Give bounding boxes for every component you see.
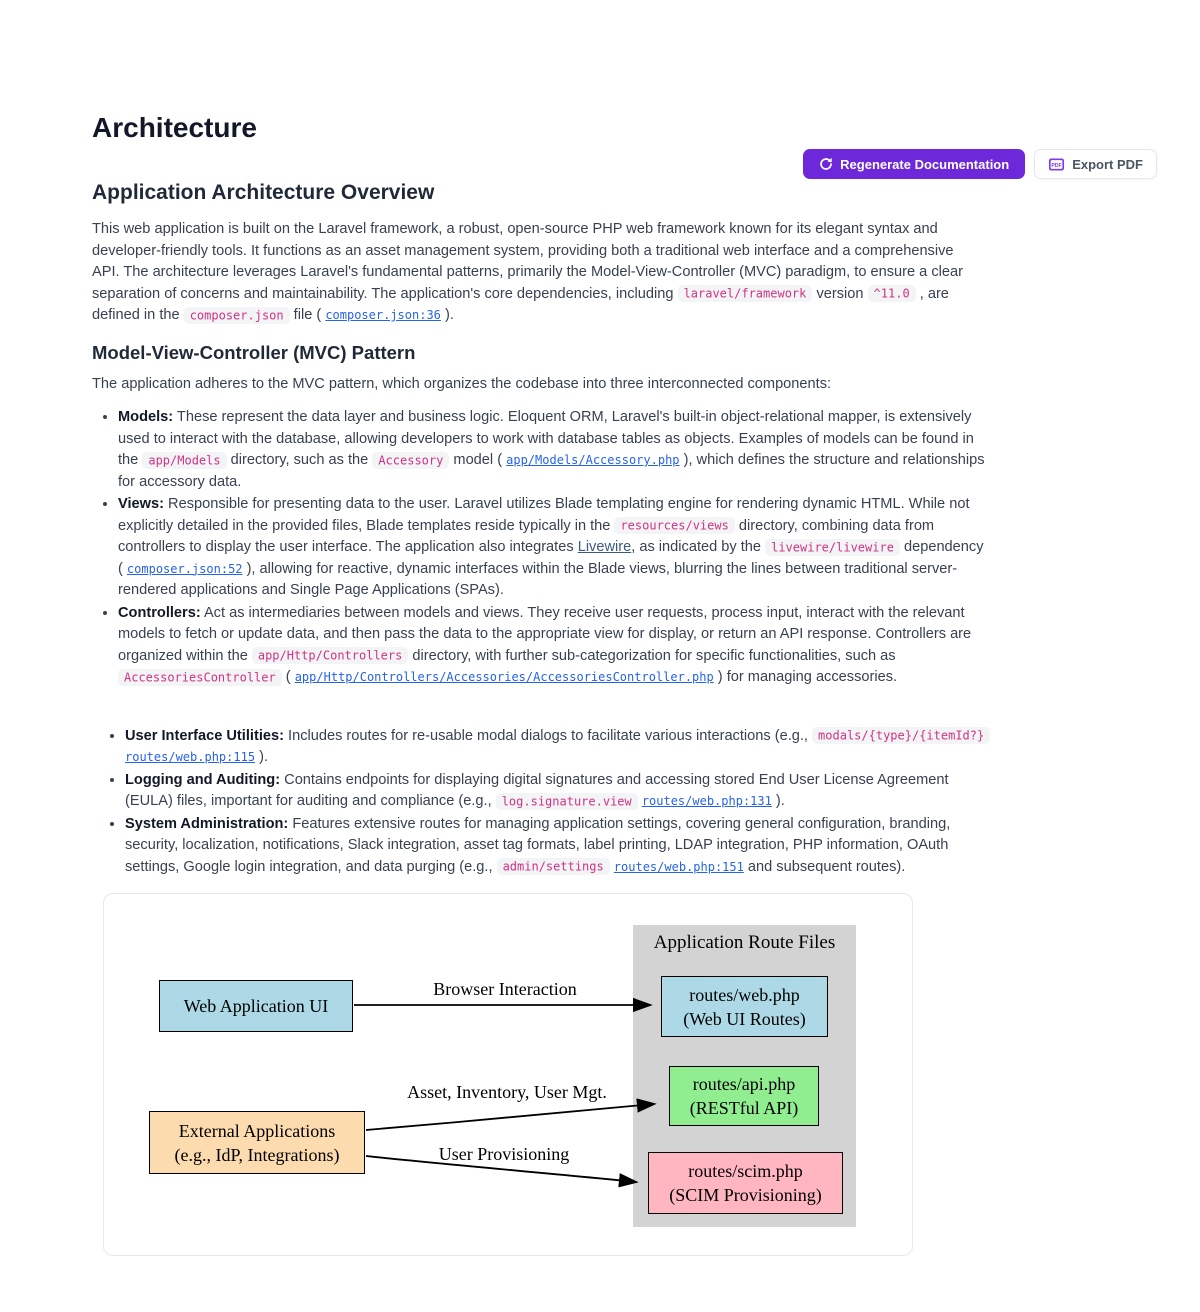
text-run: ), which defines the structure and relationships for accessory data. [118, 452, 985, 490]
node-label: routes/api.php [692, 1074, 796, 1094]
bold-label: System Administration: [125, 815, 289, 832]
node-routes-api-php [669, 1066, 819, 1126]
export-pdf-button[interactable] [1034, 149, 1157, 179]
edge-label-asset-inventory-user-mgt: Asset, Inventory, User Mgt. [407, 1082, 607, 1102]
text-run: and subsequent routes). [743, 858, 906, 875]
list-item-logging-auditing [125, 770, 993, 813]
inline-code-link[interactable]: composer.json:52 [126, 561, 243, 576]
inline-code-link[interactable]: routes/web.php:131 [641, 794, 772, 808]
text-run: ). [255, 749, 269, 765]
text-run: ). [771, 793, 785, 809]
inline-link[interactable]: Livewire [577, 539, 632, 555]
node-label: External Applications [178, 1120, 336, 1141]
list-item-ui-utilities [125, 726, 993, 769]
text-run: directory, such as the [226, 452, 373, 468]
inline-code: app/Http/Controllers [252, 647, 409, 664]
inline-code-link[interactable]: routes/web.php:115 [125, 750, 256, 764]
inline-code-link[interactable]: app/Http/Controllers/Accessories/AccessoriesController.php [294, 670, 714, 684]
inline-code: composer.json [184, 307, 290, 324]
pdf-file-icon [1048, 157, 1065, 172]
bold-label: Views: [118, 496, 164, 512]
node-label: Web Application UI [183, 996, 329, 1016]
list-item-system-administration [125, 814, 993, 879]
inline-code: Accessory [372, 452, 449, 469]
inline-code: livewire/livewire [765, 539, 900, 556]
cluster-label: Application Route Files [653, 932, 836, 953]
bold-label: Models: [118, 409, 174, 425]
page-title: Architecture [92, 112, 257, 143]
text-run: These represent the data layer and business logic. Eloquent ORM, Laravel's built-in object-relational mapper, is extensively used to interact with the database, allowing developers to work with database tables as objects. Examples of models can be found in the [118, 409, 974, 468]
node-label: (e.g., IdP, Integrations) [174, 1144, 340, 1165]
svg-text:PDF: PDF [1051, 162, 1062, 169]
node-web-application-ui [159, 980, 353, 1032]
edge-asset-inventory-user-mgt [366, 1104, 654, 1130]
inline-code-link[interactable]: composer.json:36 [325, 308, 441, 322]
inline-code: resources/views [614, 517, 734, 534]
node-external-applications [149, 1111, 365, 1174]
text-run: directory, combining data from controllers to display the user interface. The application also integrates [118, 517, 935, 555]
text-run: ) for managing accessories. [713, 669, 898, 685]
text-run: , as indicated by the [631, 539, 766, 555]
document-body [0, 112, 1200, 1256]
text-run: ), allowing for reactive, dynamic interfaces within the Blade views, blurring the lines between traditional server-rendered applications and Single Page Applications (SPAs). [118, 560, 958, 598]
edge-label-user-provisioning: User Provisioning [438, 1144, 570, 1164]
inline-code: log.signature.view [496, 793, 638, 810]
inline-code-link[interactable]: routes/web.php:151 [613, 859, 744, 874]
mvc-intro: The application adheres to the MVC pattern, which organizes the codebase into three interconnected components: [92, 375, 832, 392]
inline-code: app/Models [142, 452, 226, 469]
inline-code: admin/settings [497, 858, 610, 875]
node-label: (Web UI Routes) [683, 1008, 806, 1029]
text-run: Features extensive routes for managing application settings, covering general configuration, branding, security, localization, notifications, Slack integration, asset tag formats, label printing, LDAP integration, PHP information, OAuth settings, Google login integration, and data purging (e.g., [125, 815, 951, 875]
inline-code: AccessoriesController [118, 669, 282, 686]
text-run: This web application is built on the Laravel framework, a robust, open-source PHP web framework known for its elegant syntax and developer-friendly tools. It functions as an asset management system, providing both a traditional web interface and a comprehensive API. The architecture leverages Laravel's fundamental patterns, primarily the Model-View-Controller (MVC) paradigm, to ensure a clear separation of concerns and maintainability. The application's core dependencies, including [92, 221, 963, 302]
inline-code-link[interactable]: app/Models/Accessory.php [506, 453, 680, 467]
inline-code: ^11.0 [868, 285, 916, 302]
text-run: , are defined in the [92, 285, 949, 323]
node-label: routes/web.php [689, 984, 800, 1005]
node-label: (RESTful API) [689, 1098, 799, 1118]
node-routes-web-php [661, 976, 828, 1037]
text-run: Contains endpoints for displaying digital signatures and accessing stored End User License Agreement (EULA) files, important for auditing and compliance (e.g., [125, 771, 949, 809]
text-run: Responsible for presenting data to the user. Laravel utilizes Blade templating engine for rendering dynamic HTML. While not explicitly detailed in the provided files, Blade templates reside typically in the [118, 496, 970, 534]
node-label: routes/scim.php [688, 1161, 803, 1181]
bold-label: User Interface Utilities: [125, 727, 284, 744]
node-routes-scim-php [648, 1152, 843, 1214]
overview-paragraph [92, 219, 973, 327]
refresh-icon [819, 157, 833, 171]
regenerate-documentation-button[interactable] [803, 149, 1025, 179]
toolbar [803, 149, 1157, 179]
list-item-models [118, 407, 986, 493]
inline-code: laravel/framework [678, 285, 813, 302]
text-run: version [812, 285, 868, 302]
list-item-views [118, 494, 986, 602]
text-run: directory, with further sub-categorization for specific functionalities, such as [408, 647, 896, 664]
architecture-diagram-card [103, 893, 913, 1256]
text-run: Includes routes for re-usable modal dialogs to facilitate various interactions (e.g., [283, 727, 813, 744]
regenerate-documentation-label: Regenerate Documentation [840, 156, 1010, 172]
export-pdf-label: Export PDF [1072, 156, 1143, 172]
route-groups-list [92, 726, 993, 879]
bold-label: Logging and Auditing: [125, 771, 281, 788]
edge-label-browser-interaction: Browser Interaction [433, 979, 577, 999]
text-run: dependency ( [118, 539, 984, 577]
text-run: ). [440, 307, 454, 323]
text-run: ( [281, 669, 295, 685]
mvc-heading: Model-View-Controller (MVC) Pattern [92, 341, 416, 363]
list-item-controllers [118, 603, 986, 689]
bold-label: Controllers: [118, 604, 201, 621]
mvc-list [92, 407, 986, 689]
text-run: file ( [289, 307, 326, 323]
inline-code: modals/{type}/{itemId?} [812, 727, 990, 744]
text-run: Act as intermediaries between models and views. They receive user requests, process input, interact with the relevant models to fetch or update data, and then pass the data to the appropriate view for display, or return an API response. Controllers are organized within the [118, 604, 972, 664]
overview-heading: Application Architecture Overview [92, 181, 435, 204]
node-label: (SCIM Provisioning) [669, 1185, 822, 1205]
text-run: model ( [449, 452, 507, 468]
